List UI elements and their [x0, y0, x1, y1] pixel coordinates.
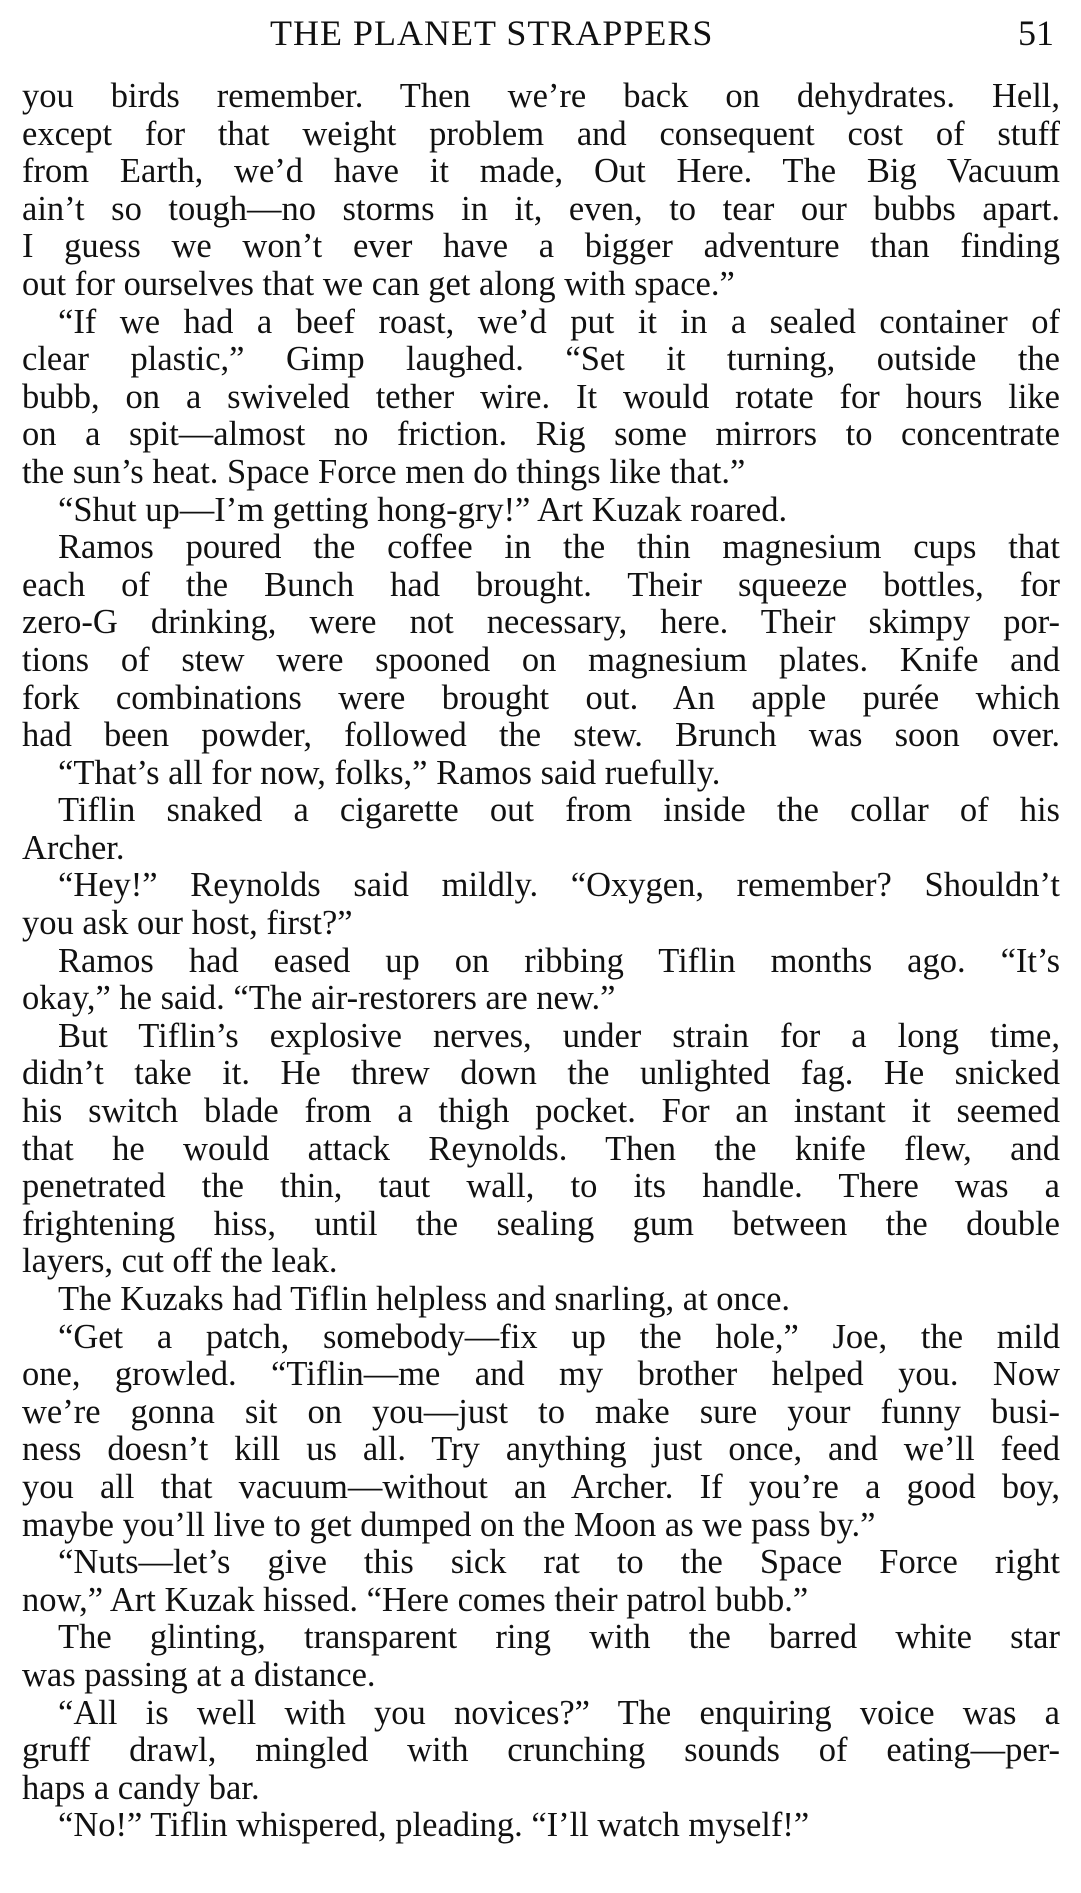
text-line: Ramos had eased up on ribbing Tiflin months ago. “It’s [58, 942, 1060, 980]
text-line: But Tiflin’s explosive nerves, under strain for a long time, [58, 1017, 1060, 1055]
text-line: ain’t so tough—no storms in it, even, to tear our bubbs apart. [22, 190, 1060, 228]
text-line: “Shut up—I’m getting hong-gry!” Art Kuzak roared. [58, 491, 788, 529]
text-line: clear plastic,” Gimp laughed. “Set it turning, outside the [22, 341, 1060, 379]
text-line: “No!” Tiflin whispered, pleading. “I’ll watch myself!” [58, 1807, 810, 1845]
text-line: you birds remember. Then we’re back on dehydrates. Hell, [22, 78, 1060, 115]
text-line: Ramos poured the coffee in the thin magnesium cups that [58, 529, 1060, 567]
text-line: each of the Bunch had brought. Their squeeze bottles, for [22, 566, 1060, 604]
body-text [22, 78, 1060, 1845]
text-line: the sun’s heat. Space Force men do things like that.” [22, 453, 746, 491]
text-line: you ask our host, first?” [22, 905, 353, 943]
text-line: on a spit—almost no friction. Rig some mirrors to concentrate [22, 416, 1060, 454]
text-line: now,” Art Kuzak hissed. “Here comes their patrol bubb.” [22, 1581, 809, 1619]
text-line: haps a candy bar. [22, 1769, 260, 1807]
text-line: “That’s all for now, folks,” Ramos said ruefully. [58, 754, 721, 792]
text-line: “Hey!” Reynolds said mildly. “Oxygen, remember? Shouldn’t [58, 867, 1060, 905]
text-line: we’re gonna sit on you—just to make sure your funny busi- [22, 1393, 1060, 1431]
text-line: “All is well with you novices?” The enquiring voice was a [58, 1694, 1060, 1732]
text-line: his switch blade from a thigh pocket. For an instant it seemed [22, 1093, 1060, 1131]
text-line: one, growled. “Tiflin—me and my brother helped you. Now [22, 1356, 1060, 1394]
text-line: fork combinations were brought out. An apple purée which [22, 679, 1060, 717]
text-line: was passing at a distance. [22, 1656, 376, 1694]
text-line: gruff drawl, mingled with crunching sounds of eating—per- [22, 1732, 1060, 1770]
text-line: from Earth, we’d have it made, Out Here. The Big Vacuum [22, 153, 1060, 191]
text-line: “If we had a beef roast, we’d put it in a sealed container of [58, 303, 1060, 341]
text-line: The Kuzaks had Tiflin helpless and snarling, at once. [58, 1281, 791, 1318]
text-line: frightening hiss, until the sealing gum between the double [22, 1205, 1060, 1243]
text-line: tions of stew were spooned on magnesium plates. Knife and [22, 641, 1060, 679]
text-line: except for that weight problem and consequent cost of stuff [22, 115, 1060, 153]
text-line: okay,” he said. “The air-restorers are new.” [22, 980, 616, 1018]
text-line: penetrated the thin, taut wall, to its handle. There was a [22, 1168, 1060, 1206]
text-line: didn’t take it. He threw down the unlighted fag. He snicked [22, 1055, 1060, 1093]
text-line: had been powder, followed the stew. Brunch was soon over. [22, 717, 1060, 755]
text-line: “Get a patch, somebody—fix up the hole,” Joe, the mild [58, 1318, 1060, 1356]
text-line: I guess we won’t ever have a bigger adventure than finding [22, 228, 1060, 266]
text-line: layers, cut off the leak. [22, 1243, 338, 1281]
page-number: 51 [1018, 13, 1054, 53]
text-line: Tiflin snaked a cigarette out from inside the collar of his [58, 792, 1060, 830]
text-line: maybe you’ll live to get dumped on the Moon as we pass by.” [22, 1506, 876, 1544]
text-line: ness doesn’t kill us all. Try anything just once, and we’ll feed [22, 1431, 1060, 1469]
text-line: you all that vacuum—without an Archer. If you’re a good boy, [22, 1468, 1060, 1506]
text-line: The glinting, transparent ring with the barred white star [58, 1619, 1060, 1657]
text-line: out for ourselves that we can get along with space.” [22, 265, 735, 303]
text-line: “Nuts—let’s give this sick rat to the Space Force right [58, 1544, 1060, 1582]
running-header [28, 12, 1058, 60]
running-title: THE PLANET STRAPPERS [270, 13, 714, 53]
text-line: Archer. [22, 829, 125, 867]
text-line: bubb, on a swiveled tether wire. It would rotate for hours like [22, 378, 1060, 416]
text-line: zero-G drinking, were not necessary, here. Their skimpy por- [22, 604, 1060, 642]
text-line: that he would attack Reynolds. Then the knife flew, and [22, 1130, 1060, 1168]
